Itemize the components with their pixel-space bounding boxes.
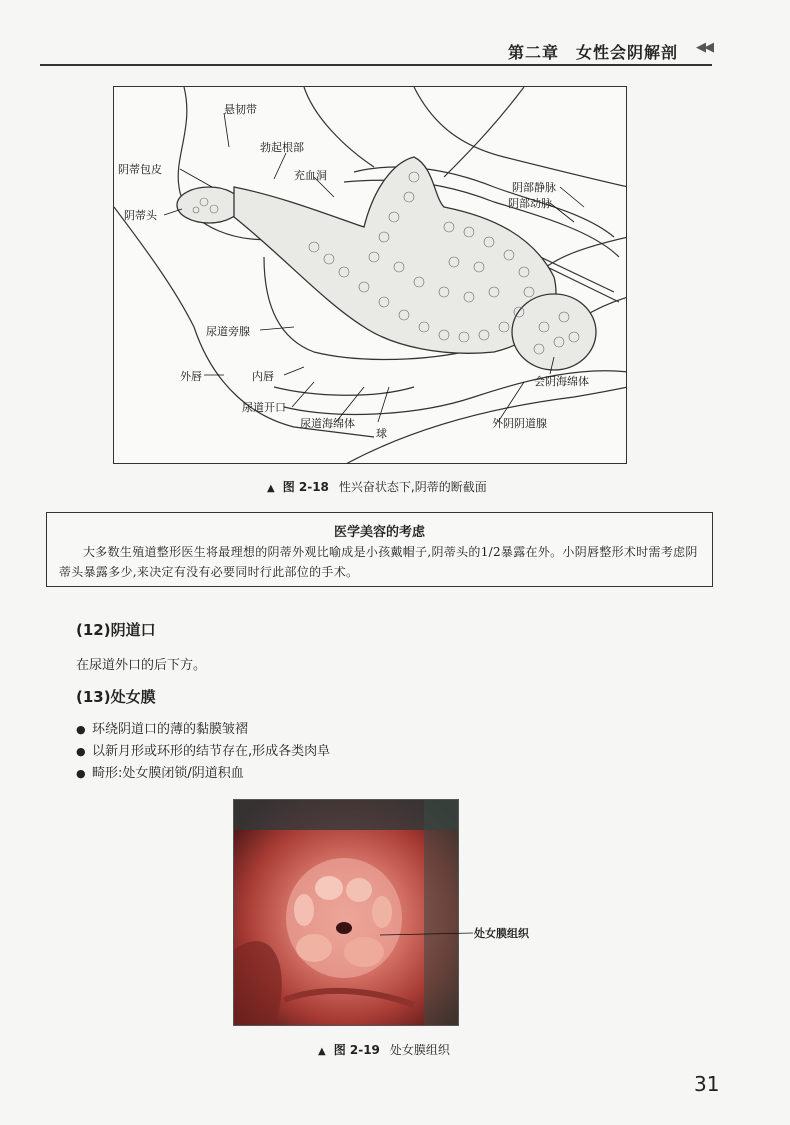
section-13-heading: (13)处女膜 — [76, 688, 156, 706]
figure-2-19-caption — [318, 1041, 450, 1058]
page-number: 31 — [694, 1072, 720, 1096]
bullet-icon: ● — [76, 723, 86, 736]
label-clitoral-root: 勃起根部 — [260, 141, 304, 154]
label-pudendal-vein: 阴部静脉 — [512, 181, 556, 194]
chapter-title: 第二章 女性会阴解剖 — [507, 43, 678, 62]
label-paraurethral-gland: 尿道旁腺 — [206, 325, 250, 338]
note-box-text: 大多数生殖道整形医生将最理想的阴蒂外观比喻成是小孩戴帽子,阴蒂头的1/2暴露在外。小阴唇整形术时需考虑阴蒂头暴露多少,来决定有没有必要同时行此部位的手术。 — [59, 545, 698, 579]
label-vestibular-gland: 外阴阴道腺 — [492, 417, 547, 430]
figure-2-18-illustration — [113, 86, 627, 464]
label-urethral-opening: 尿道开口 — [242, 401, 286, 414]
figure-2-18-caption — [267, 478, 487, 495]
caption-number: 图 2-19 — [333, 1043, 380, 1057]
label-suspensory-ligament: 悬韧带 — [224, 103, 257, 116]
list-item: ● 畸形:处女膜闭锁/阴道积血 — [76, 763, 330, 785]
hymen-bullet-list — [76, 719, 330, 785]
list-item: ● 以新月形或环形的结节存在,形成各类肉阜 — [76, 741, 330, 763]
list-item: ● 环绕阴道口的薄的黏膜皱褶 — [76, 719, 330, 741]
figure-2-19-photo — [233, 799, 459, 1026]
caption-triangle-icon: ▲ — [318, 1046, 326, 1057]
header-arrows-icon: ◀◀ — [696, 40, 712, 55]
photo-label-hymen: 处女膜组织 — [474, 927, 529, 940]
note-box — [46, 512, 713, 587]
running-header — [40, 36, 712, 66]
label-prepuce: 阴蒂包皮 — [118, 163, 162, 176]
photo-leader-line — [380, 925, 475, 945]
caption-text: 处女膜组织 — [389, 1043, 450, 1057]
section-12-heading: (12)阴道口 — [76, 621, 156, 639]
label-blood-sinus: 充血洞 — [294, 169, 327, 182]
label-bulbospongiosus: 会阴海绵体 — [534, 375, 589, 388]
section-12-text: 在尿道外口的后下方。 — [76, 658, 207, 673]
caption-number: 图 2-18 — [282, 480, 329, 494]
label-glans: 阴蒂头 — [124, 209, 157, 222]
caption-text: 性兴奋状态下,阴蒂的断截面 — [338, 480, 487, 494]
label-labia-minora: 内唇 — [252, 370, 274, 383]
bullet-icon: ● — [76, 767, 86, 780]
label-bulb: 球 — [376, 427, 387, 440]
label-urethral-spongy-body: 尿道海绵体 — [300, 417, 355, 430]
label-pudendal-artery: 阴部动脉 — [508, 197, 552, 210]
caption-triangle-icon: ▲ — [267, 483, 275, 494]
label-labia-majora: 外唇 — [180, 370, 202, 383]
note-box-title: 医学美容的考虑 — [333, 525, 425, 540]
clitoris-cross-section-drawing — [114, 87, 627, 464]
bullet-icon: ● — [76, 745, 86, 758]
hymen-tissue-photo — [234, 800, 459, 1026]
